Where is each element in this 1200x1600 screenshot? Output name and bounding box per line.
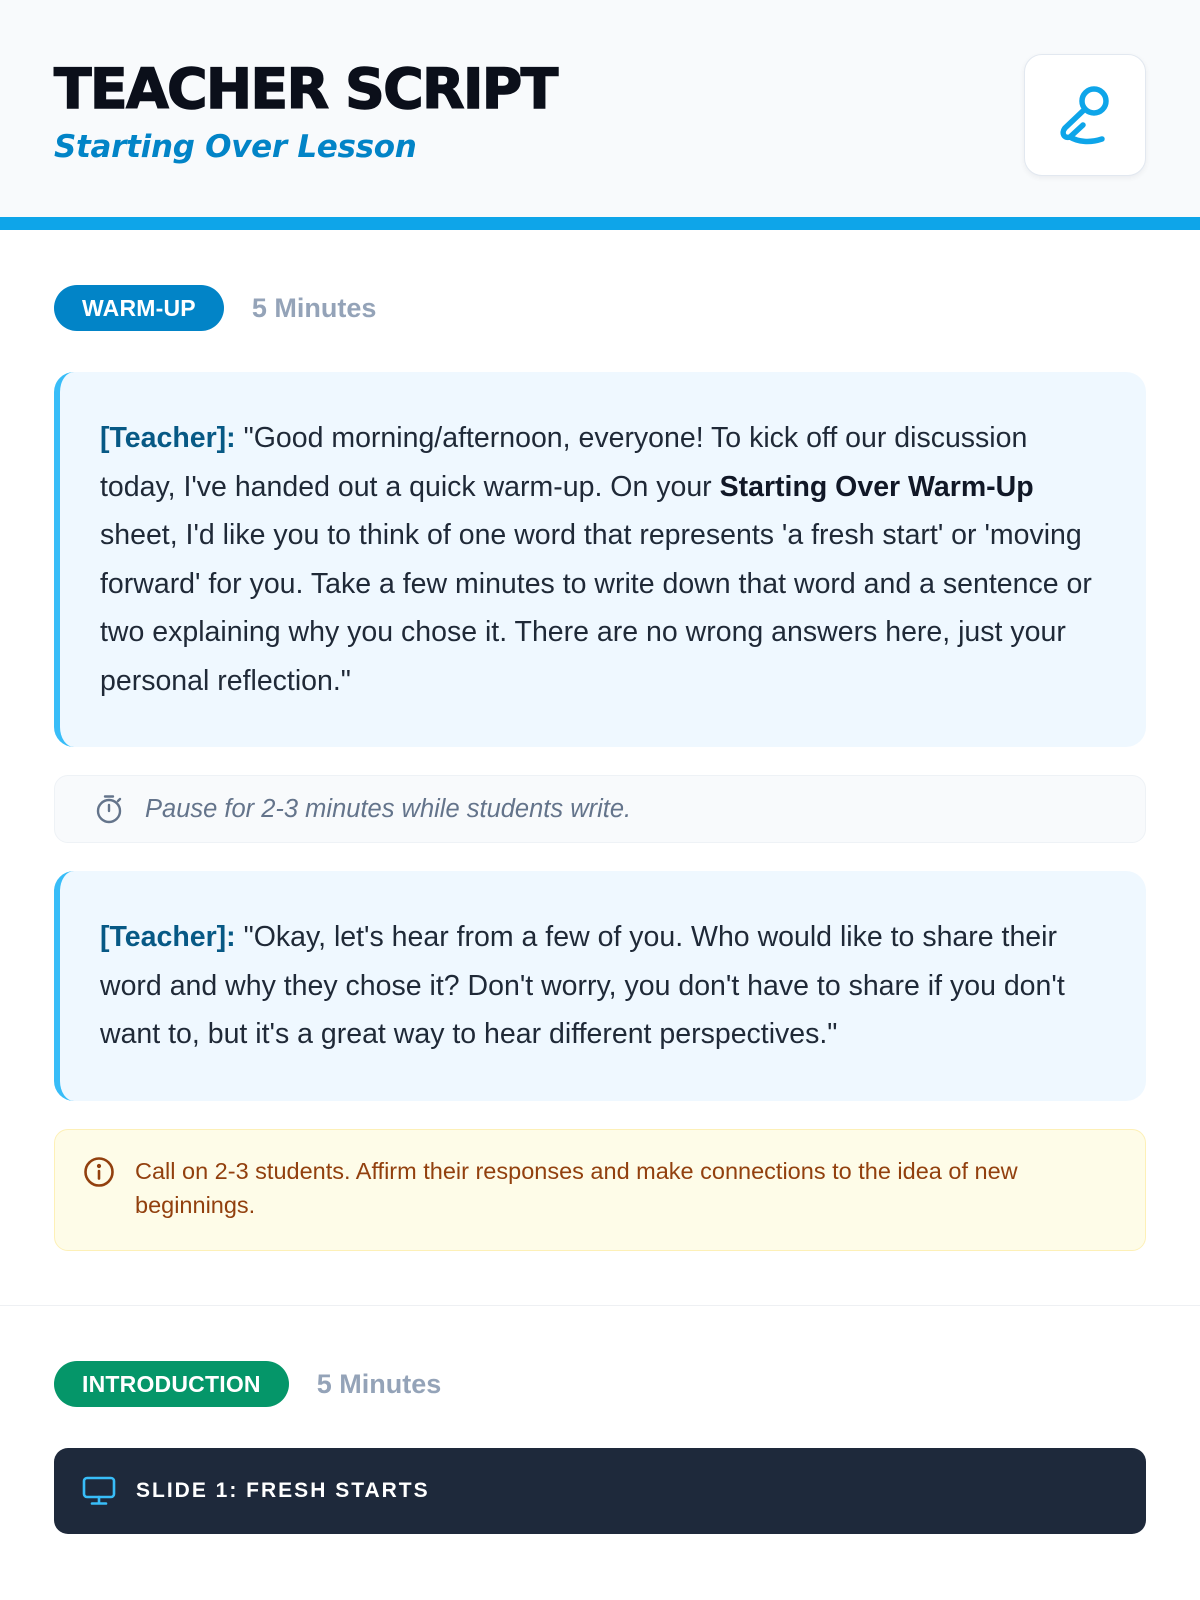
pause-text: Pause for 2-3 minutes while students write. [145,794,632,823]
section-tag: WARM-UP [54,285,224,331]
section-duration: 5 Minutes [316,1368,442,1399]
microphone-icon [1056,84,1114,146]
warmup-section [54,230,1146,1306]
section-tag: INTRODUCTION [54,1361,289,1407]
slide-title: SLIDE 1: FRESH STARTS [136,1479,430,1502]
lesson-subtitle: Starting Over Lesson [54,129,417,165]
microphone-button[interactable] [1024,54,1146,176]
speaker-label: [Teacher]: [100,422,236,454]
section-header [54,1360,1146,1408]
section-header [54,284,1146,332]
introduction-section [54,1306,1146,1534]
worksheet-name: Starting Over Warm-Up [719,470,1034,503]
pause-instruction [54,775,1146,843]
speaker-label: [Teacher]: [100,921,236,953]
teacher-note [54,1129,1146,1251]
page-header [0,0,1200,230]
info-icon [83,1156,115,1188]
stopwatch-icon [95,794,123,824]
script-text: "Good morning/afternoon, everyone! To kick off our discussion today, I've handed out a quick warm-up. On your [100,422,1028,503]
page-title: TEACHER SCRIPT [54,57,557,121]
teacher-script-card [54,871,1146,1101]
script-text: sheet, I'd like you to think of one word that represents 'a fresh start' or 'moving forward' for you. Take a few minutes to write down that word and a sentence or two explaining why you chose it. There are no wrong answers here, just your personal reflection." [100,519,1092,697]
slide-header [54,1448,1146,1534]
monitor-icon [82,1476,116,1506]
teacher-script-card [54,372,1146,747]
section-duration: 5 Minutes [251,292,377,323]
script-text: "Okay, let's hear from a few of you. Who would like to share their word and why they chose it? Don't worry, you don't have to share if you don't want to, but it's a great way to hear different perspectives." [100,921,1065,1050]
script-body [0,230,1200,1534]
note-text: Call on 2-3 students. Affirm their responses and make connections to the idea of new beginnings. [135,1157,1018,1218]
